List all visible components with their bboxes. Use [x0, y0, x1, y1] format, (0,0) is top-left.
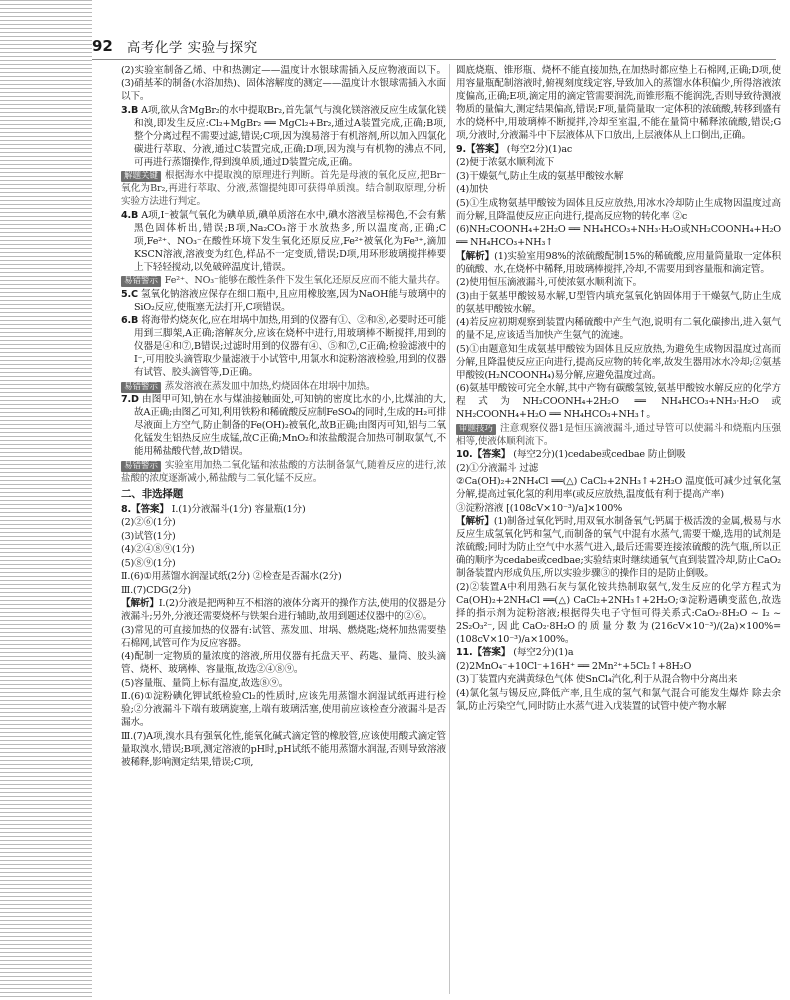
text-line: [121, 677, 446, 690]
analysis-text: (1)实验室用98%的浓硫酸配制15%的稀硫酸,应用量筒量取一定体积的硫酸、水,在烧杯中稀释,用玻璃棒搅拌,冷却,不需要用到容量瓶和滴定管。: [456, 250, 781, 275]
left-column: [121, 64, 446, 994]
text-line: [456, 382, 781, 421]
column-divider: [449, 64, 450, 994]
item-text: 由图甲可知,钠在水与煤油接触面处,可知钠的密度比水的小,比煤油的大,故A正确;由图乙可知,利用铁粉和稀硫酸反应制FeSO₄的同时,生成的H₂可排尽液面上方空气,防止制备的Fe(OH)₂被氧化,故B正确;由图丙可知,铝与二氧化锰发生铝热反应生成锰,故C正确;MnO₂和浓盐酸混合加热可制取氯气,不能用稀盐酸代替,故D错误。: [134, 394, 446, 457]
body-text: Ⅱ.(6)①用蒸馏水润湿试纸(2分) ②检查是否漏水(2分): [121, 571, 342, 582]
question-number: 4.B: [121, 209, 139, 221]
item-text: 氢氧化钠溶液应保存在细口瓶中,且应用橡胶塞,因为NaOH能与玻璃中的SiO₂反应,使瓶塞无法打开,C项错误。: [134, 288, 446, 313]
item-text: A项,欲从含MgBr₂的水中提取Br₂,首先氯气与溴化镁溶液反应生成氯化镁和溴,即发生反应:Cl₂+MgBr₂ ══ MgCl₂+Br₂,通过A装置完成,正确;B项,整个分离过程不需要过滤,错误;C项,因为溴易溶于有机溶剂,所以加入四氯化碳进行萃取、分液,通过C装置完成,正确;D项,因为溴与有机物的沸点不同,可再进行蒸馏操作,得到溴单质,通过D装置完成,正确。: [134, 104, 446, 168]
tip-block: [456, 422, 781, 448]
answer-item: [456, 646, 781, 659]
body-text: (4)②④⑧⑨(1分): [121, 544, 195, 555]
page-number: 92: [92, 37, 113, 55]
text-line: [456, 156, 781, 169]
answer-item: [121, 503, 446, 516]
body-text: Ⅲ.(7)CDG(2分): [121, 584, 191, 596]
question-number: 8.: [121, 503, 132, 515]
body-text: ②Ca(OH)₂+2NH₄Cl ══(△) CaCl₂+2NH₃↑+2H₂O 温度低可减少过氧化氢分解,提高过氧化氢的利用率(或反应放热,温度低有利于提高产率): [456, 476, 781, 500]
body-text: (3)丁装置内充满黄绿色气体 使SnCl₄汽化,利于从混合物中分离出来: [456, 674, 738, 685]
body-text: (2)2MnO₄⁻+10Cl⁻+16H⁺ ══ 2Mn²⁺+5Cl₂↑+8H₂O: [456, 660, 692, 672]
item-text: (每空2分)(1)cedabe或cedbae 防止倒吸: [513, 449, 686, 460]
analysis-text: (1)制备过氧化钙时,用双氧水制备氧气;钙属于极活泼的金属,极易与水反应生成氢氧化钙和氢气,而制备的氧气中混有水蒸气,需要干燥,选用的试剂是浓硫酸;同时为防止空气中水蒸气进入,最后还需要连接浓硫酸的洗气瓶,所以正确的顺序为cedabe或cedbae;实验结束时继续通氧气直到装置冷却,防止CaO₂制备装置内形成负压,所以实验步骤③的操作目的是防止倒吸。: [456, 516, 781, 579]
item-text: (每空2分)(1)a: [513, 647, 574, 658]
tip-tag: 易错警示: [121, 461, 161, 472]
answer-item: [121, 288, 446, 314]
question-number: 9.: [456, 143, 467, 155]
body-text: (5)⑧⑨(1分): [121, 557, 176, 569]
header-rule: [92, 59, 776, 60]
text-line: [121, 624, 446, 650]
body-text: (4)氯化氢与锡反应,降低产率,且生成的氢气和氯气混合可能发生爆炸 除去余氯,防止污染空气,同时防止水蒸气进入戊装置的试管中使产物水解: [456, 687, 781, 712]
text-line: [456, 223, 781, 249]
analysis-block: [121, 597, 446, 623]
answer-item: [121, 209, 446, 274]
question-number: 11.: [456, 647, 473, 658]
text-line: [456, 581, 781, 646]
tip-tag: 审题技巧: [456, 424, 496, 435]
body-text: (6)氨基甲酸铵可完全水解,其中产物有碳酸氢铵,氨基甲酸铵水解反应的化学方程式为NH₂COONH₄+2H₂O ══ NH₄HCO₃+NH₃·H₂O或NH₂COONH₄+H₂O ══ NH₄HCO₃+NH₃↑。: [456, 383, 781, 420]
body-text: (2)便于浓氨水顺利流下: [456, 157, 555, 168]
text-line: [456, 660, 781, 673]
book-title: 高考化学 实验与探究: [126, 40, 258, 56]
answer-item: [121, 104, 446, 169]
text-line: [456, 170, 781, 183]
answer-item: [456, 448, 781, 461]
body-text: (4)加快: [456, 184, 489, 195]
body-text: (3)干燥氨气,防止生成的氨基甲酸铵水解: [456, 170, 624, 182]
tip-text: 根据海水中提取溴的原理进行判断。首先是母液的氧化反应,把Br⁻氧化为Br₂,再进行萃取、分液,蒸馏提纯即可获得单质溴。结合制取原理,分析实验方法进行判定。: [121, 170, 446, 207]
body-text: (2)①分液漏斗 过滤: [456, 462, 539, 474]
answer-item: [121, 393, 446, 458]
question-number: 5.C: [121, 288, 138, 300]
question-number: 10.: [456, 449, 473, 460]
analysis-label: 【解析】: [121, 598, 159, 609]
text-line: [121, 650, 446, 676]
answer-label: 【答案】: [472, 449, 511, 460]
body-text: (2)②装置A中利用熟石灰与氯化铵共热制取氨气,发生反应的化学方程式为Ca(OH)₂+2NH₄Cl ══(△) CaCl₂+2NH₃↑+2H₂O;③淀粉遇碘变蓝色,故选择的指示剂为淀粉溶液;根据得失电子守恒可得关系式:CaO₂·8H₂O ~ I₂ ~ 2S₂O₃²⁻,因此CaO₂·8H₂O的质量分数为(216cV×10⁻³)/(2a)×100%=(108cV×10⁻³)/a×100%。: [456, 581, 781, 645]
page-header: [92, 33, 776, 59]
body-text: (5)①生成物氨基甲酸铵为固体且反应放热,用冰水冷却防止生成物因温度过高而分解,且降温使反应正向进行,提高反应物的转化率 ②c: [456, 197, 781, 222]
text-line: [456, 64, 781, 142]
page-edge-decoration: [0, 0, 92, 1000]
answer-label: 【答案】: [131, 503, 169, 515]
body-text: ③淀粉溶液 [(108cV×10⁻³)/a]×100%: [456, 502, 623, 514]
text-line: [456, 687, 781, 713]
tip-tag: 解题关键: [121, 171, 161, 182]
body-text: (2)使用恒压滴液漏斗,可使浓氨水顺利流下。: [456, 277, 643, 288]
body-text: (3)常见的可直接加热的仪器有:试管、蒸发皿、坩埚、燃烧匙;烧杯加热需要垫石棉网,试管可作为反应容器。: [121, 624, 446, 649]
text-line: [121, 530, 446, 543]
text-line: [121, 730, 446, 769]
text-line: [456, 197, 781, 223]
body-text: (3)试管(1分): [121, 530, 176, 542]
answer-item: [121, 314, 446, 379]
text-line: [456, 343, 781, 382]
text-line: [121, 584, 446, 597]
item-text: (每空2分)(1)ac: [506, 143, 573, 155]
analysis-block: [456, 515, 781, 580]
body-text: (4)配制一定物质的量浓度的溶液,所用仪器有托盘天平、药匙、量筒、胶头滴管、烧杯、玻璃棒、容量瓶,故选②④⑧⑨。: [121, 651, 446, 675]
body-text: (5)容量瓶、量筒上标有温度,故选⑧⑨。: [121, 677, 289, 689]
answer-item: [456, 143, 781, 156]
tip-tag: 易错警示: [121, 276, 161, 287]
text-line: [121, 516, 446, 529]
text-line: [456, 316, 781, 342]
question-number: 6.B: [121, 315, 139, 326]
body-text: Ⅲ.(7)A项,溴水具有强氧化性,能氧化碱式滴定管的橡胶管,应该使用酸式滴定管量取溴水,错误;B项,测定溶液的pH时,pH试纸不能用蒸馏水润湿,否则导致溶液被稀释,影响测定结果,错误;C项,: [121, 730, 446, 768]
body-text: (4)若反应初期观察到装置内稀硫酸中产生气泡,说明有二氧化碳掺出,进入氨气的量不足,应该适当加快产生氨气的流速。: [456, 317, 781, 341]
tip-text: 蒸发溶液在蒸发皿中加热,灼烧固体在坩埚中加热。: [164, 380, 376, 392]
analysis-text: Ⅰ.(2)分液是把两种互不相溶的液体分离开的操作方法,使用的仪器是分液漏斗;另外,分液还需要烧杯与铁架台进行辅助,故用到题述仪器中的②⑥。: [121, 598, 446, 622]
question-number: 7.D: [121, 394, 139, 405]
tip-text: Fe²⁺、NO₃⁻能够在酸性条件下发生氧化还原反应而不能大量共存。: [164, 275, 446, 286]
tip-block: [121, 380, 446, 393]
analysis-block: [456, 250, 781, 276]
item-text: A项,I⁻被氯气氧化为碘单质,碘单质溶在水中,碘水溶液呈棕褐色,不会有紫黑色固体析出,错误;B项,Na₂CO₃溶于水放热多,所以温度高,正确;C项,Fe²⁺、NO₃⁻在酸性环境下发生氧化还原反应,Fe²⁺被氧化为Fe³⁺,滴加KSCN溶液,溶液变为红色,样品不一定变质,错误;D项,用环形玻璃搅拌棒要上下轻轻搅动,以免破碎温度计,错误。: [134, 209, 446, 273]
body-text: (3)由于氨基甲酸铵易水解,U型管内填充氢氧化钠固体用于干燥氨气,防止生成的氨基甲酸铵水解。: [456, 290, 781, 315]
body-text: 圆底烧瓶、锥形瓶、烧杯不能直接加热,在加热时都应垫上石棉网,正确;D项,使用容量瓶配制溶液时,俯视刻度线定容,导致加入的蒸馏水体积偏少,所得溶液浓度偏高,正确;E项,滴定用的滴定管需要润洗,而锥形瓶不能润洗,否则导致待测液物质的量偏大,测定结果偏高,错误;F项,量筒量取一定体积的浓硫酸,转移到盛有水的烧杯中,用玻璃棒不断搅拌,冷却至室温,不能在量筒中稀释浓硫酸,错误;G项,分液时,分液漏斗中下层液体从下口放出,上层液体从上口倒出,正确。: [456, 65, 781, 141]
answer-label: 【答案】: [472, 647, 511, 658]
right-column: [456, 64, 781, 994]
tip-block: [121, 169, 446, 208]
body-text: Ⅱ.(6)①淀粉碘化钾试纸检验Cl₂的性质时,应该先用蒸馏水润湿试纸再进行检验;②分液漏斗下端有玻璃旋塞,上端有玻璃活塞,使用前应该检查分液漏斗是否漏水。: [121, 691, 446, 728]
text-line: [121, 543, 446, 556]
tip-block: [121, 274, 446, 287]
text-line: [456, 290, 781, 316]
question-number: 3.B: [121, 104, 139, 116]
analysis-label: 【解析】: [456, 250, 495, 262]
text-line: [456, 276, 781, 289]
answer-label: 【答案】: [466, 143, 504, 155]
text-line: [121, 64, 446, 103]
body-text: (6)NH₂COONH₄+2H₂O ══ NH₄HCO₃+NH₃·H₂O或NH₂COONH₄+H₂O ══ NH₄HCO₃+NH₃↑: [456, 224, 781, 248]
section-title: 二、非选择题: [121, 487, 184, 500]
text-line: [456, 673, 781, 686]
text-line: [121, 570, 446, 583]
tip-tag: 易错警示: [121, 382, 161, 393]
body-text: (2)②⑥(1分): [121, 517, 176, 528]
body-text: (5)①由题意知生成氨基甲酸铵为固体且反应放热,为避免生成物因温度过高而分解,且降温使反应正向进行,提高反应物的转化率,故发生器用冰水冷却;②氨基甲酸铵(H₂NCOONH₄)易分解,应避免温度过高。: [456, 343, 781, 381]
text-line: [121, 557, 446, 570]
text-line: [121, 690, 446, 729]
text-line: [456, 475, 781, 501]
item-text: 将海带灼烧灰化,应在坩埚中加热,用到的仪器有①、②和⑧,必要时还可能用到三脚架,A正确;溶解灰分,应该在烧杯中进行,用玻璃棒不断搅拌,用到的仪器是④和⑦,B错误;过滤时用到的仪器有④、⑤和⑦,C正确;检验滤液中的I⁻,可用胶头滴管取少量滤液于小试管中,用氯水和淀粉溶液检验,用到的仪器有试管、胶头滴管等,D正确。: [134, 315, 446, 378]
text-line: [456, 183, 781, 196]
tip-block: [121, 459, 446, 485]
text-line: [456, 502, 781, 515]
text-line: [456, 462, 781, 475]
tip-text: 实验室用加热二氧化锰和浓盐酸的方法制备氯气,随着反应的进行,浓盐酸的浓度逐渐减小,稀盐酸与二氧化锰不反应。: [121, 459, 446, 484]
body-text: (2)实验室制备乙烯、中和热测定——温度计水银球需插入反应物液面以下。(3)硝基苯的制备(水浴加热)、固体溶解度的测定——温度计水银球需插入水面以下。: [121, 65, 446, 102]
analysis-label: 【解析】: [456, 516, 494, 527]
item-text: Ⅰ.(1)分液漏斗(1分) 容量瓶(1分): [171, 503, 306, 515]
tip-text: 注意观察仪器1是恒压滴液漏斗,通过导管可以使漏斗和烧瓶内压强相等,使液体顺利流下。: [456, 422, 781, 447]
